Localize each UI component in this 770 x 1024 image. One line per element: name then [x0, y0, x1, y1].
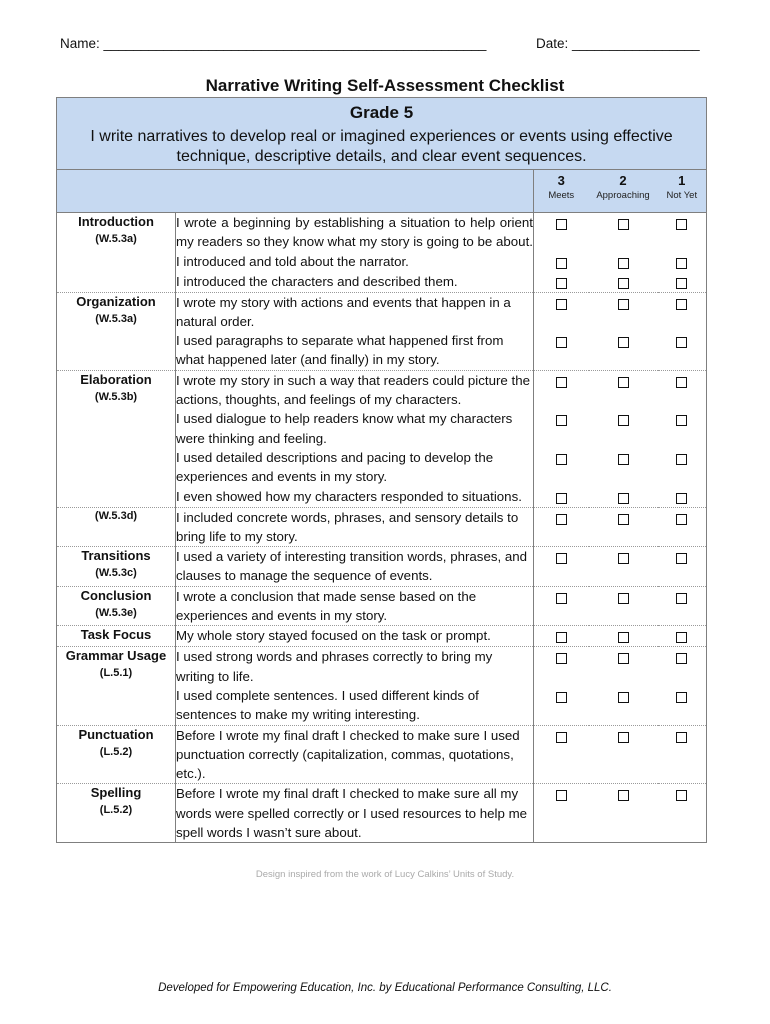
checkbox-approaching[interactable] [618, 278, 629, 289]
checkbox-approaching[interactable] [618, 514, 629, 525]
checklist-statement: I wrote my story in such a way that readers could picture the actions, thoughts, and feelings of my characters. [176, 370, 534, 409]
checkbox-approaching[interactable] [618, 732, 629, 743]
checkbox-cell-approaching [589, 272, 658, 293]
checklist-row [57, 586, 707, 626]
checkbox-not-yet[interactable] [676, 337, 687, 348]
checkbox-cell-approaching [589, 213, 658, 252]
checkbox-cell-approaching [589, 448, 658, 487]
checkbox-cell-approaching [589, 626, 658, 647]
checkbox-cell-not-yet [658, 331, 707, 370]
checkbox-approaching[interactable] [618, 553, 629, 564]
checkbox-cell-not-yet [658, 784, 707, 843]
checkbox-cell-approaching [589, 409, 658, 448]
checkbox-meets[interactable] [556, 493, 567, 504]
checkbox-not-yet[interactable] [676, 553, 687, 564]
category-cell [57, 686, 176, 725]
category-name: Conclusion [80, 587, 152, 603]
checkbox-meets[interactable] [556, 514, 567, 525]
checkbox-cell-not-yet [658, 409, 707, 448]
checkbox-cell-meets [534, 448, 589, 487]
category-cell [57, 626, 176, 647]
checkbox-cell-meets [534, 507, 589, 547]
checkbox-cell-meets [534, 725, 589, 784]
checklist-row [57, 626, 707, 647]
checklist-statement: I used dialogue to help readers know what my characters were thinking and feeling. [176, 409, 534, 448]
category-name: Task Focus [80, 627, 152, 643]
checkbox-cell-approaching [589, 586, 658, 626]
name-line: Name: ___________________________________________________ [60, 36, 487, 51]
checkbox-meets[interactable] [556, 653, 567, 664]
checkbox-cell-not-yet [658, 370, 707, 409]
checkbox-meets[interactable] [556, 377, 567, 388]
checklist-table [56, 97, 707, 843]
checkbox-meets[interactable] [556, 692, 567, 703]
checkbox-approaching[interactable] [618, 632, 629, 643]
checkbox-cell-not-yet [658, 292, 707, 331]
category-cell [57, 547, 176, 587]
standard-code: (W.5.3a) [95, 233, 137, 245]
category-name: Introduction [78, 214, 154, 229]
checkbox-meets[interactable] [556, 219, 567, 230]
standard-code: (W.5.3b) [94, 390, 138, 403]
scale-number: 2 [619, 173, 627, 188]
checklist-statement: I used complete sentences. I used different kinds of sentences to make my writing interesting. [176, 686, 534, 725]
checkbox-cell-approaching [589, 252, 658, 272]
checkbox-cell-not-yet [658, 647, 707, 686]
checkbox-not-yet[interactable] [676, 632, 687, 643]
checkbox-cell-not-yet [658, 547, 707, 587]
checkbox-cell-approaching [589, 784, 658, 843]
checkbox-cell-not-yet [658, 252, 707, 272]
checkbox-approaching[interactable] [618, 299, 629, 310]
category-name: Organization [76, 293, 156, 309]
checkbox-cell-not-yet [658, 686, 707, 725]
checklist-row [57, 784, 707, 843]
checkbox-not-yet[interactable] [676, 514, 687, 525]
standard-code: (L.5.1) [99, 667, 133, 680]
checkbox-cell-approaching [589, 725, 658, 784]
checklist-statement: I used paragraphs to separate what happened first from what happened later (and finally) in my story. [176, 331, 534, 370]
checkbox-cell-not-yet [658, 213, 707, 252]
category-cell [57, 448, 176, 487]
category-cell [57, 784, 176, 843]
checklist-statement: I even showed how my characters responded to situations. [176, 487, 534, 508]
checklist-row [57, 686, 707, 725]
checkbox-cell-approaching [589, 331, 658, 370]
checklist-statement: I wrote a conclusion that made sense based on the experiences and events in my story. [176, 586, 534, 626]
category-cell [57, 725, 176, 784]
checkbox-meets[interactable] [556, 415, 567, 426]
checkbox-cell-not-yet [658, 507, 707, 547]
scale-label: Not Yet [666, 190, 698, 201]
category-cell [57, 272, 176, 293]
checklist-statement: I used detailed descriptions and pacing to develop the experiences and events in my story. [176, 448, 534, 487]
checkbox-cell-meets [534, 686, 589, 725]
checklist-row [57, 647, 707, 686]
checkbox-not-yet[interactable] [676, 493, 687, 504]
category-cell [57, 213, 176, 252]
grade-banner [57, 98, 707, 170]
checkbox-not-yet[interactable] [676, 258, 687, 269]
checkbox-approaching[interactable] [618, 493, 629, 504]
scale-header-meets [534, 170, 589, 213]
checkbox-cell-approaching [589, 292, 658, 331]
category-cell [57, 370, 176, 409]
checkbox-cell-meets [534, 586, 589, 626]
checklist-statement: I wrote my story with actions and events that happen in a natural order. [176, 292, 534, 331]
checklist-row [57, 292, 707, 331]
checkbox-cell-approaching [589, 487, 658, 508]
checkbox-cell-not-yet [658, 725, 707, 784]
scale-header-blank [57, 170, 534, 213]
checklist-row [57, 331, 707, 370]
category-cell [57, 331, 176, 370]
date-line: Date: _________________ [536, 36, 700, 51]
checklist-row [57, 725, 707, 784]
checkbox-meets[interactable] [556, 278, 567, 289]
checkbox-cell-meets [534, 370, 589, 409]
checklist-row [57, 213, 707, 252]
checkbox-not-yet[interactable] [676, 790, 687, 801]
checkbox-not-yet[interactable] [676, 219, 687, 230]
checklist-row [57, 507, 707, 547]
checkbox-not-yet[interactable] [676, 653, 687, 664]
category-cell [57, 507, 176, 547]
checkbox-meets[interactable] [556, 258, 567, 269]
standard-code: (W.5.3e) [95, 606, 137, 619]
checkbox-meets[interactable] [556, 454, 567, 465]
checklist-statement: I introduced the characters and described them. [176, 272, 534, 293]
category-name: Elaboration [80, 371, 152, 387]
checkbox-meets[interactable] [556, 632, 567, 643]
checklist-row [57, 409, 707, 448]
standard-code: (L.5.2) [99, 804, 133, 817]
checkbox-not-yet[interactable] [676, 732, 687, 743]
checkbox-meets[interactable] [556, 299, 567, 310]
scale-number: 3 [557, 173, 565, 188]
checkbox-cell-not-yet [658, 626, 707, 647]
checklist-row [57, 370, 707, 409]
standard-code: (W.5.3d) [94, 509, 138, 522]
category-cell [57, 409, 176, 448]
category-name: Spelling [90, 785, 142, 801]
checklist-statement: I introduced and told about the narrator. [176, 252, 534, 272]
checkbox-cell-meets [534, 487, 589, 508]
checkbox-cell-meets [534, 252, 589, 272]
checkbox-cell-meets [534, 647, 589, 686]
checkbox-not-yet[interactable] [676, 454, 687, 465]
checkbox-cell-meets [534, 409, 589, 448]
checkbox-not-yet[interactable] [676, 278, 687, 289]
checkbox-cell-approaching [589, 370, 658, 409]
standard-code: (L.5.2) [99, 745, 133, 758]
checkbox-approaching[interactable] [618, 454, 629, 465]
scale-header-approaching [589, 170, 658, 213]
checkbox-cell-meets [534, 331, 589, 370]
checkbox-cell-approaching [589, 647, 658, 686]
checklist-statement: I wrote a beginning by establishing a situation to help orient my readers so they know what my story is going to be about. [176, 213, 534, 252]
checklist-row [57, 448, 707, 487]
checklist-statement: My whole story stayed focused on the task or prompt. [176, 626, 534, 647]
checkbox-approaching[interactable] [618, 377, 629, 388]
checkbox-meets[interactable] [556, 593, 567, 604]
checkbox-not-yet[interactable] [676, 692, 687, 703]
scale-label: Meets [548, 190, 575, 201]
checkbox-cell-meets [534, 784, 589, 843]
checkbox-cell-meets [534, 626, 589, 647]
checklist-row [57, 487, 707, 508]
grade-label: Grade 5 [349, 103, 414, 122]
goal-statement: I write narratives to develop real or imagined experiences or events using effective technique, descriptive details, and clear event sequences. [90, 128, 673, 166]
checkbox-approaching[interactable] [618, 258, 629, 269]
checkbox-meets[interactable] [556, 790, 567, 801]
checkbox-approaching[interactable] [618, 593, 629, 604]
footer-credit: Developed for Empowering Education, Inc. by Educational Performance Consulting, LLC. [158, 982, 612, 994]
checklist-statement: Before I wrote my final draft I checked to make sure all my words were spelled correctly or I used resources to help me spell words I wasn’t sure about. [176, 784, 534, 843]
category-cell [57, 487, 176, 508]
checkbox-not-yet[interactable] [676, 299, 687, 310]
checkbox-cell-meets [534, 547, 589, 587]
checkbox-meets[interactable] [556, 732, 567, 743]
checklist-row [57, 252, 707, 272]
category-cell [57, 647, 176, 686]
category-name: Grammar Usage [65, 648, 167, 664]
checkbox-cell-approaching [589, 547, 658, 587]
checkbox-cell-approaching [589, 507, 658, 547]
standard-code: (W.5.3a) [95, 312, 137, 325]
checkbox-not-yet[interactable] [676, 415, 687, 426]
checklist-row [57, 547, 707, 587]
checkbox-cell-meets [534, 292, 589, 331]
checklist-row [57, 272, 707, 293]
checkbox-cell-not-yet [658, 448, 707, 487]
scale-label: Approaching [596, 190, 650, 201]
checkbox-cell-meets [534, 213, 589, 252]
checkbox-meets[interactable] [556, 337, 567, 348]
checkbox-approaching[interactable] [618, 337, 629, 348]
checkbox-not-yet[interactable] [676, 593, 687, 604]
checkbox-approaching[interactable] [618, 219, 629, 230]
checkbox-cell-not-yet [658, 586, 707, 626]
design-credit: Design inspired from the work of Lucy Calkins’ Units of Study. [255, 869, 515, 880]
checkbox-cell-not-yet [658, 487, 707, 508]
category-name: Punctuation [78, 726, 154, 742]
checkbox-approaching[interactable] [618, 653, 629, 664]
checklist-statement: Before I wrote my final draft I checked to make sure I used punctuation correctly (capitalization, commas, quotations, etc.). [176, 725, 534, 784]
page-title: Narrative Writing Self-Assessment Checklist [205, 76, 565, 95]
category-cell [57, 292, 176, 331]
checklist-statement: I included concrete words, phrases, and sensory details to bring life to my story. [176, 507, 534, 547]
checkbox-not-yet[interactable] [676, 377, 687, 388]
checkbox-cell-approaching [589, 686, 658, 725]
standard-code: (W.5.3c) [95, 567, 137, 580]
checkbox-approaching[interactable] [618, 790, 629, 801]
scale-number: 1 [678, 173, 686, 188]
checklist-statement: I used a variety of interesting transition words, phrases, and clauses to manage the sequence of events. [176, 547, 534, 587]
checkbox-approaching[interactable] [618, 415, 629, 426]
checkbox-cell-not-yet [658, 272, 707, 293]
checkbox-cell-meets [534, 272, 589, 293]
checkbox-approaching[interactable] [618, 692, 629, 703]
checkbox-meets[interactable] [556, 553, 567, 564]
category-name: Transitions [81, 548, 151, 564]
checklist-statement: I used strong words and phrases correctly to bring my writing to life. [176, 647, 534, 686]
category-cell [57, 252, 176, 272]
category-cell [57, 586, 176, 626]
scale-header-not-yet [658, 170, 707, 213]
